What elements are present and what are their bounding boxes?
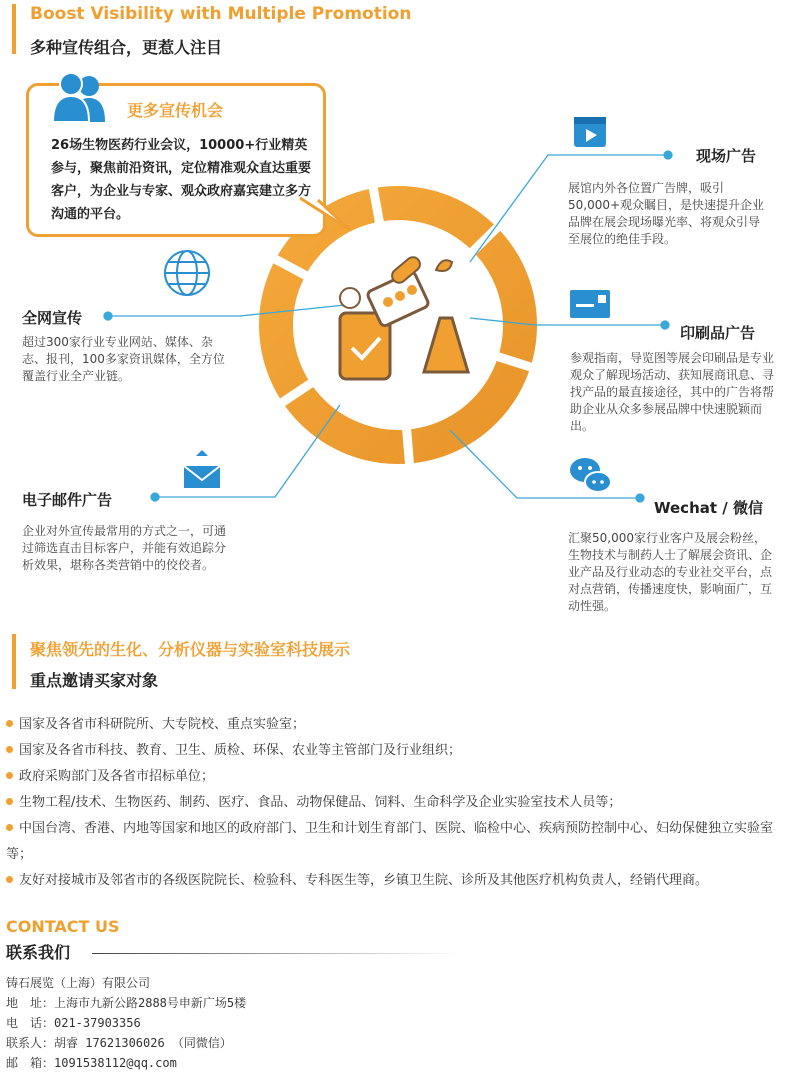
list-item: 生物工程/技术、生物医药、制药、医疗、食品、动物保健品、饲料、生命科学及企业实验室技术人员等；	[6, 790, 790, 816]
bullet-icon	[6, 746, 13, 753]
list-item: 国家及各省市科技、教育、卫生、质检、环保、农业等主管部门及行业组织；	[6, 738, 790, 764]
wechat-title: Wechat / 微信	[654, 499, 763, 517]
callout-title: 更多宣传机会	[127, 101, 224, 120]
contact-phone: 电 话：021-37903356	[6, 1016, 141, 1030]
list-item: 国家及各省市科研院所、大专院校、重点实验室；	[6, 712, 790, 738]
web-promo-desc: 超过300家行业专业网站、媒体、杂志、报刊，100多家资讯媒体，全方位覆盖行业全产业链。	[22, 335, 225, 383]
bullet-icon	[6, 876, 13, 883]
buyer-list	[6, 712, 790, 894]
header-title-en: Boost Visibility with Multiple Promotion	[30, 4, 412, 24]
email-ad-title: 电子邮件广告	[22, 491, 113, 509]
onsite-ad-title: 现场广告	[696, 147, 757, 165]
mail-icon	[184, 450, 220, 488]
bullet-icon	[6, 720, 13, 727]
contact-info	[6, 973, 246, 1073]
globe-icon	[165, 251, 209, 295]
callout-box	[26, 83, 326, 237]
section2-accent-bar	[12, 634, 16, 689]
contact-person: 联系人：胡睿 17621306026 （同微信）	[6, 1036, 232, 1050]
print-card-icon	[570, 290, 610, 318]
wechat-desc: 汇聚50,000家行业客户及展会粉丝，生物技术与制药人士了解展会资讯、企业产品及行业动态的专业社交平台，点对点营销，传播速度快，影响面广，互动性强。	[568, 531, 773, 613]
bullet-icon	[6, 824, 13, 831]
contact-title-cn: 联系我们	[6, 943, 71, 962]
video-play-icon	[574, 117, 606, 147]
contact-divider	[92, 953, 462, 954]
section2-subtitle: 重点邀请买家对象	[30, 671, 159, 690]
print-ad-title: 印刷品广告	[680, 324, 756, 342]
users-icon	[51, 70, 111, 128]
callout-body: 26场生物医药行业会议，10000+行业精英参与，聚焦前沿资讯，定位精准观众直达重要客户，为企业与专家、观众政府嘉宾建立多方沟通的平台。	[51, 138, 312, 222]
company-name: 铸石展览（上海）有限公司	[6, 976, 151, 990]
section2-title: 聚焦领先的生化、分析仪器与实验室科技展示	[30, 640, 351, 659]
email-ad-desc: 企业对外宣传最常用的方式之一，可通过筛选直击目标客户，并能有效追踪分析效果，堪称各类营销中的佼佼者。	[22, 524, 227, 572]
list-item: 中国台湾、香港、内地等国家和地区的政府部门、卫生和计划生育部门、医院、临检中心、疾病预防控制中心、妇幼保健独立实验室等；	[6, 821, 774, 862]
header-title-cn: 多种宣传组合，更惹人注目	[30, 38, 223, 57]
onsite-ad-desc: 展馆内外各位置广告牌，吸引50,000+观众瞩目，是快速提升企业品牌在展会现场曝光率、将观众引导至展位的绝佳手段。	[568, 181, 765, 246]
callout-tail	[300, 190, 360, 240]
list-item: 政府采购部门及各省市招标单位；	[6, 764, 790, 790]
print-ad-desc: 参观指南，导览图等展会印刷品是专业观众了解现场活动、获知展商讯息、寻找产品的最直接途径，其中的广告将帮助企业从众多参展品牌中快速脱颖而出。	[570, 351, 775, 433]
web-promo-title: 全网宣传	[22, 309, 83, 327]
bullet-icon	[6, 798, 13, 805]
contact-title-en: CONTACT US	[6, 917, 120, 936]
contact-email[interactable]: 邮 箱：1091538112@qq.com	[6, 1056, 177, 1070]
wechat-icon	[570, 458, 611, 492]
list-item: 友好对接城市及邻省市的各级医院院长、检验科、专科医生等，乡镇卫生院、诊所及其他医疗机构负责人，经销代理商。	[6, 868, 790, 894]
bullet-icon	[6, 772, 13, 779]
contact-address: 地 址：上海市九新公路2888号申新广场5楼	[6, 996, 247, 1010]
